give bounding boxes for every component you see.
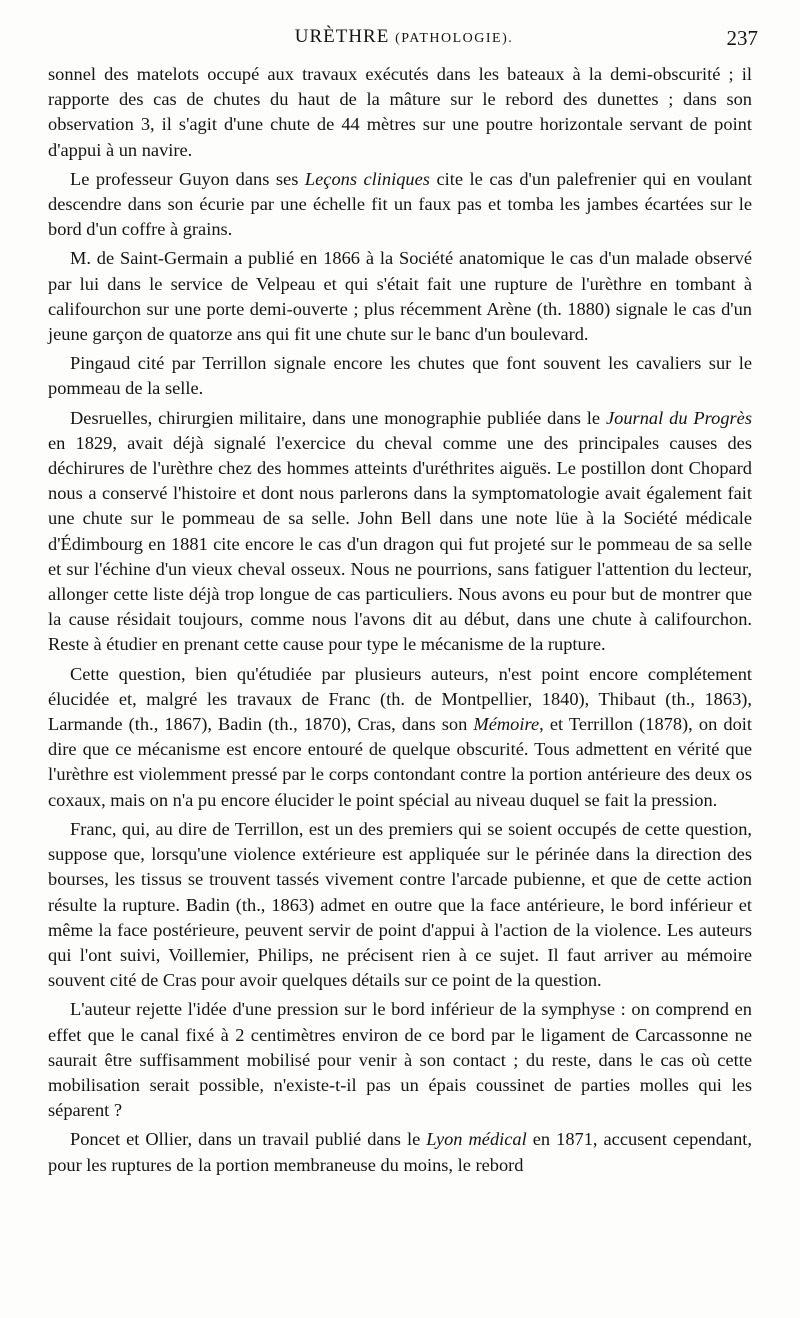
- paragraph-text: Franc, qui, au dire de Terrillon, est un des premiers qui se soient occupés de cette question, suppose que, lorsqu'une violence extérieure est appliquée sur le périnée dans la direction des bourses, les tissus se trouvent tassés vivement contre l'arcade pubienne, et que de cette action résulte la rupture. Badin (th., 1863) admet en outre que la face antérieure, le bord inférieur et même la face postérieure, peuvent servir de point d'appui à l'action de la violence. Les auteurs qui l'ont suivi, Voillemier, Philips, ne précisent rien à ce sujet. Il faut arriver au mémoire souvent cité de Cras pour avoir quelques détails sur ce point de la question.: [48, 818, 752, 991]
- paragraph-2: [48, 167, 752, 243]
- paragraph-4: [48, 351, 752, 401]
- italic-title: Mémoire: [473, 714, 540, 735]
- running-title: [50, 26, 758, 48]
- paragraph-5: [48, 406, 752, 658]
- header-section: (PATHOLOGIE).: [395, 31, 514, 46]
- paragraph-6: [48, 662, 752, 813]
- paragraph-text: en 1871, accusent cependant, pour les ruptures de la portion membraneuse du moins, le rebord: [48, 1129, 752, 1175]
- paragraph-7: [48, 817, 752, 993]
- paragraph-text: M. de Saint-Germain a publié en 1866 à la Société anatomique le cas d'un malade observé par lui dans le service de Velpeau et qui s'était fait une rupture de l'urèthre en tombant à califourchon sur une porte demi-ouverte ; plus récemment Arène (th. 1880) signale le cas d'un jeune garçon de quatorze ans qui fit une chute sur le banc d'un boulevard.: [48, 248, 752, 345]
- italic-title: Leçons cliniques: [304, 168, 430, 189]
- italic-title: Journal du Progrès: [606, 407, 753, 428]
- paragraph-text: L'auteur rejette l'idée d'une pression sur le bord inférieur de la symphyse : on comprend en effet que le canal fixé à 2 centimètres environ de ce bord par le ligament de Carcassonne ne saurait être suffisamment mobilisé pour venir à son contact ; du reste, dans le cas où cette mobilisation serait possible, n'existe-t-il pas un épais coussinet de parties molles qui les séparent ?: [48, 999, 752, 1121]
- paragraph-text: Desruelles, chirurgien militaire, dans une monographie publiée dans le: [70, 407, 606, 428]
- paragraph-text: Le professeur Guyon dans ses: [70, 168, 305, 189]
- paragraph-text: sonnel des matelots occupé aux travaux exécutés dans les bateaux à la demi-obscurité ; il rapporte des cas de chutes du haut de la mâture sur le rebord des dunettes ; dans son observation 3, il s'agit d'une chute de 44 mètres sur une poutre horizontale servant de point d'appui à un navire.: [48, 64, 752, 160]
- page-number: 237: [726, 26, 758, 50]
- italic-title: Lyon médical: [426, 1129, 527, 1150]
- paragraph-text: , et Terrillon (1878), on doit dire que ce mécanisme est encore entouré de quelque obscurité. Tous admettent en vérité que l'urèthre est violemment pressé par le corps contondant contre la portion antérieure des deux os coxaux, mais on n'a pu encore élucider le point spécial au niveau duquel se fait la pression.: [48, 714, 753, 810]
- body-text: [48, 62, 752, 1178]
- paragraph-8: [48, 997, 752, 1123]
- paragraph-text: Pingaud cité par Terrillon signale encore les chutes que font souvent les cavaliers sur le pommeau de la selle.: [48, 353, 752, 399]
- paragraph-text: Poncet et Ollier, dans un travail publié dans le: [70, 1129, 427, 1150]
- paragraph-text: Cette question, bien qu'étudiée par plusieurs auteurs, n'est point encore complétement élucidée et, malgré les travaux de Franc (th. de Montpellier, 1840), Thibaut (th., 1863), Larmande (th., 1867), Badin (th., 1870), Cras, dans son: [48, 663, 752, 735]
- paragraph-3: [48, 246, 752, 347]
- paragraph-9: [48, 1127, 752, 1177]
- paragraph-text: en 1829, avait déjà signalé l'exercice du cheval comme une des principales causes des déchirures de l'urèthre chez des hommes atteints d'uréthrites aiguës. Le postillon dont Chopard nous a conservé l'histoire et dont nous parlerons dans la symptomatologie avait également fait une chute sur le pommeau de sa selle. John Bell dans une note lüe à la Société médicale d'Édimbourg en 1881 cite encore le cas d'un dragon qui fut projeté sur le pommeau de sa selle et sur l'échine d'un vieux cheval osseux. Nous ne pourrions, sans fatiguer l'attention du lecteur, allonger cette liste déjà trop longue de cas particuliers. Nous avons eu pour but de montrer que la cause résidait toujours, comme nous l'avons dit au début, dans une chute à califourchon. Reste à étudier en prenant cette cause pour type le mécanisme de la rupture.: [48, 432, 752, 655]
- header-title: URÈTHRE: [294, 26, 390, 47]
- paragraph-text: cite le cas d'un palefrenier qui en voulant descendre dans son écurie par une échelle fit un faux pas et tomba les jambes écartées sur le bord d'un coffre à grains.: [48, 168, 752, 240]
- running-head: [50, 26, 758, 56]
- paragraph-1: [48, 62, 752, 163]
